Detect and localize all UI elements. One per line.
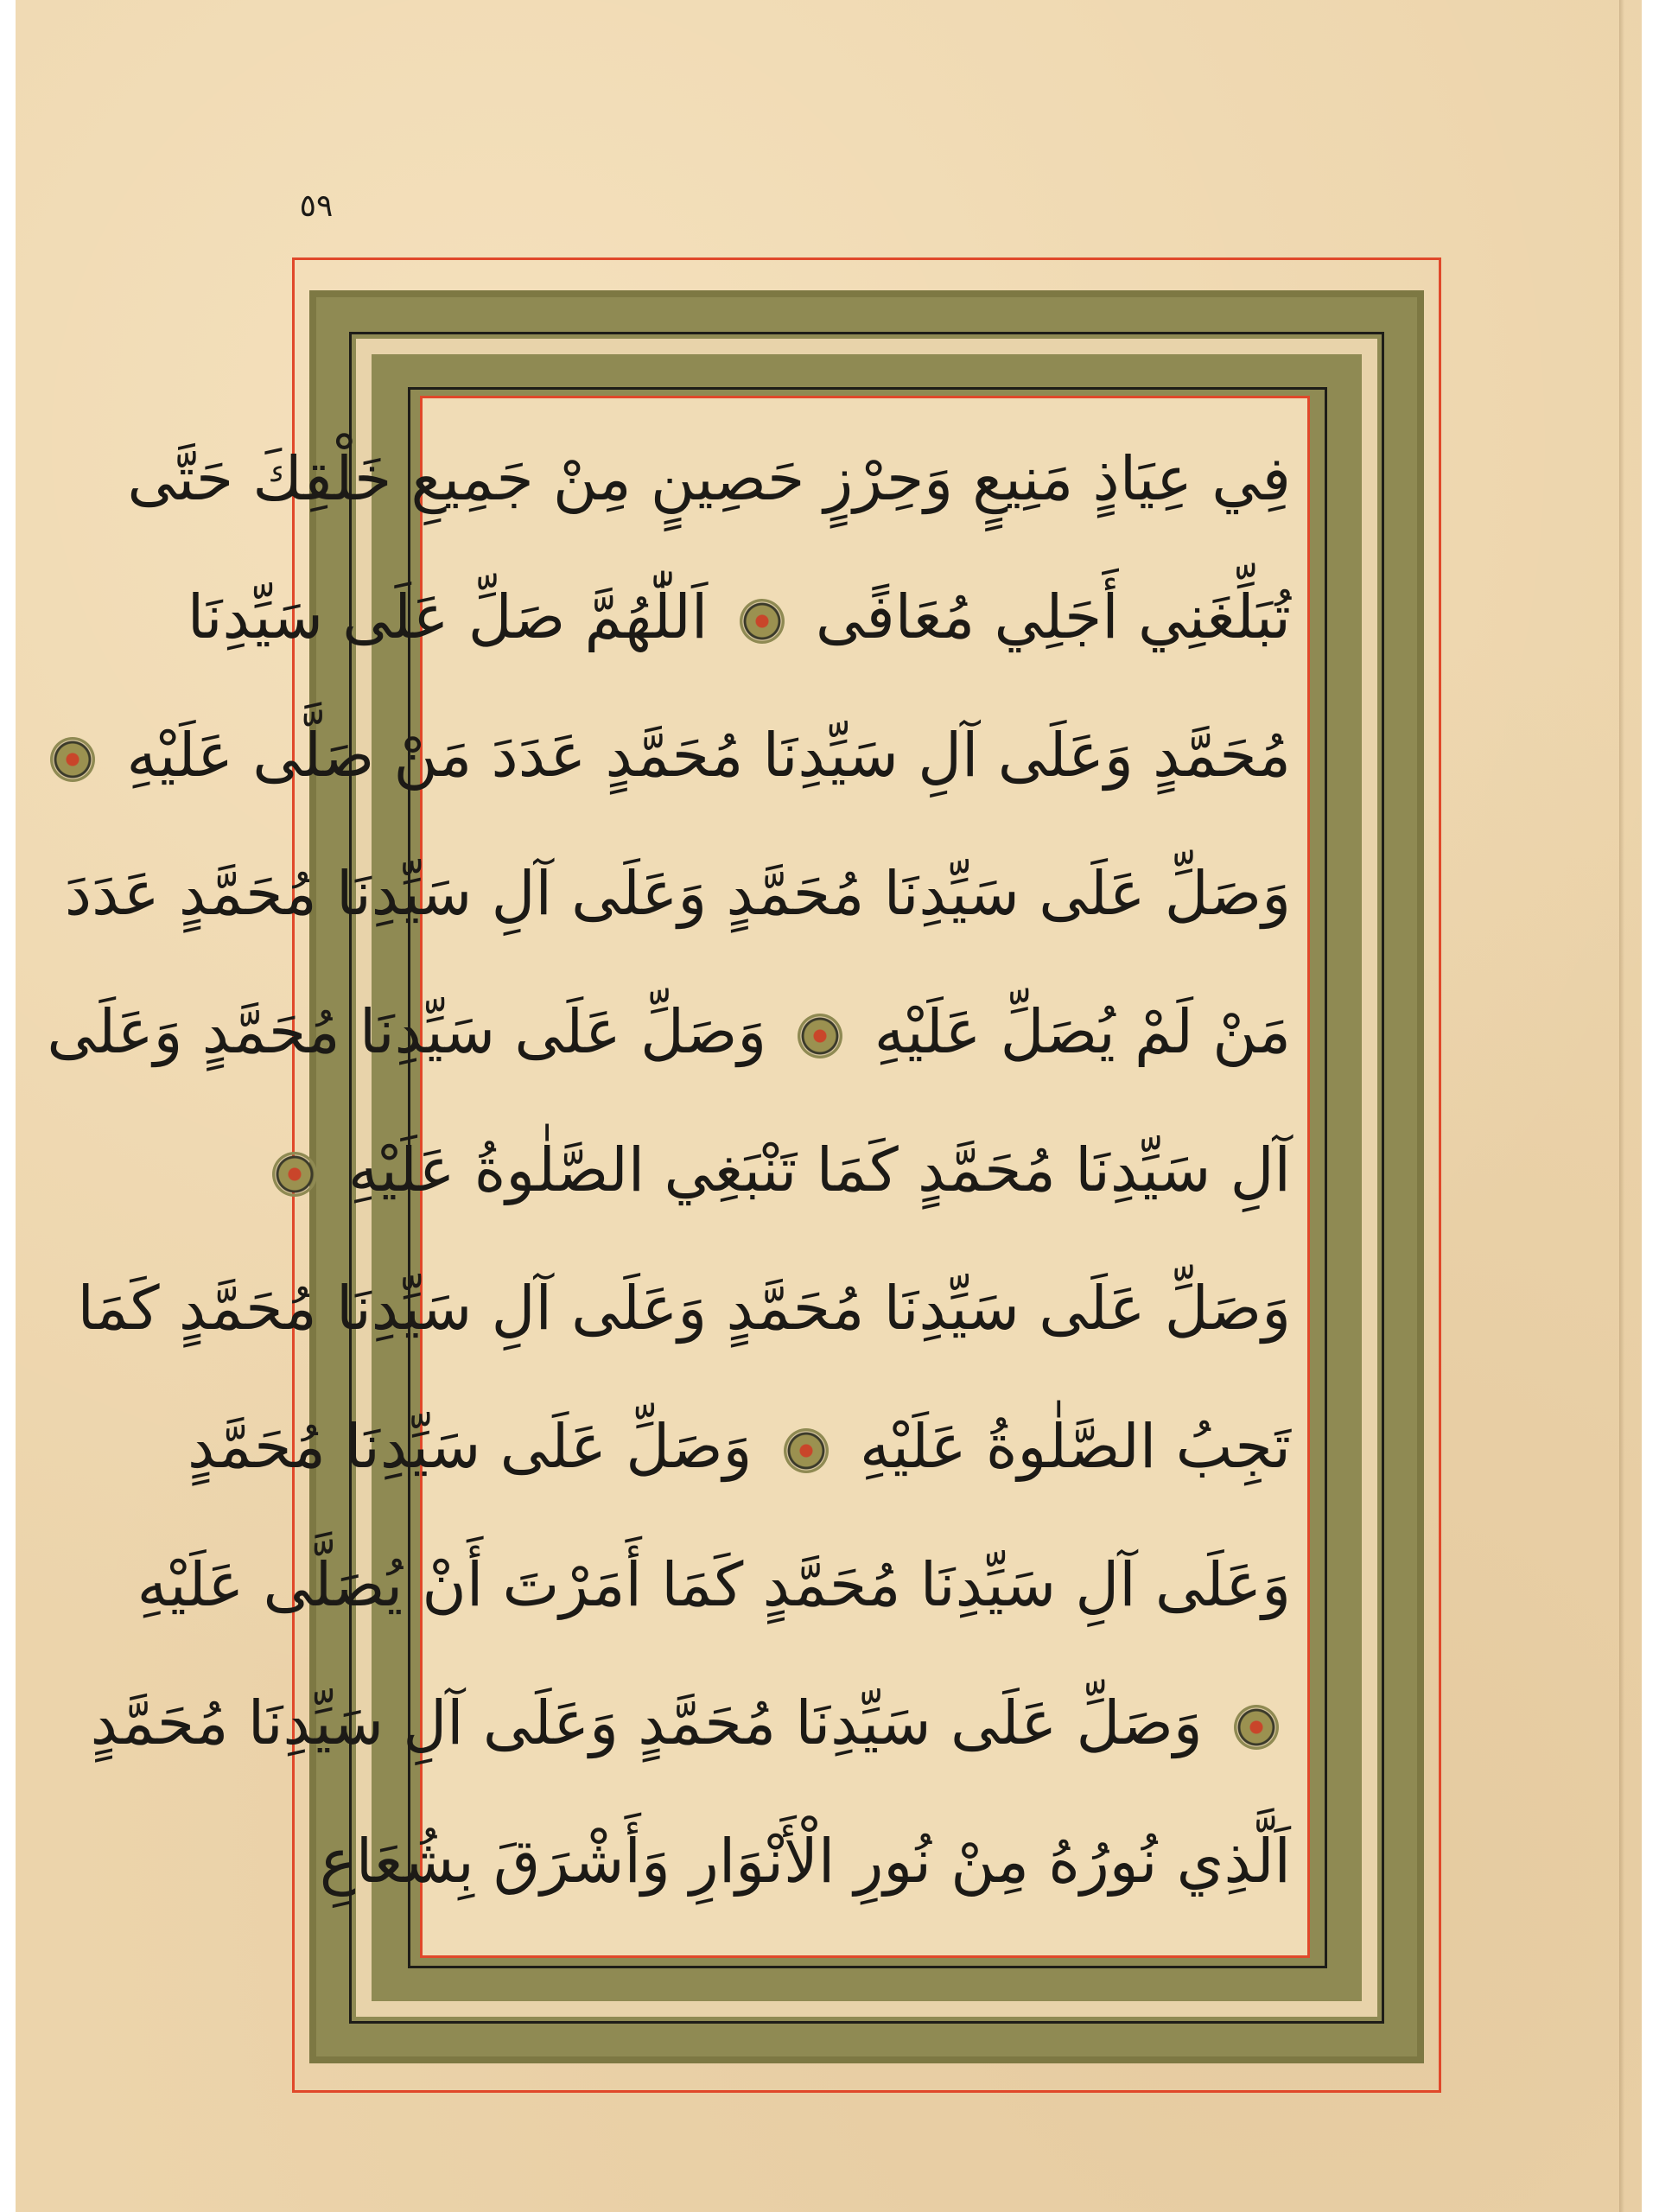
page-number: ٥٩ <box>299 188 334 224</box>
text-line-10 <box>90 1669 1291 1789</box>
text-line-4 <box>64 839 1291 960</box>
text-panel <box>47 396 1310 1958</box>
page-edge <box>1619 0 1624 2212</box>
text-line-7 <box>77 1254 1291 1375</box>
rosette-icon <box>798 1014 842 1058</box>
text-line-5 <box>47 977 1291 1098</box>
text-line-1-text: فِي عِيَاذٍ مَنِيعٍ وَحِرْزٍ حَصِينٍ مِنْ جَمِيعِ خَلْقِكَ حَتَّى <box>127 443 1291 514</box>
text-line-1 <box>127 424 1291 545</box>
text-line-6-text: آلِ سَيِّدِنَا مُحَمَّدٍ كَمَا تَنْبَغِي الصَّلٰوةُ عَلَيْهِ <box>347 1135 1291 1205</box>
text-line-7-text: وَصَلِّ عَلَى سَيِّدِنَا مُحَمَّدٍ وَعَلَى آلِ سَيِّدِنَا مُحَمَّدٍ كَمَا <box>77 1273 1291 1344</box>
rosette-icon <box>740 599 785 644</box>
text-block <box>47 424 1291 1928</box>
text-line-6 <box>347 1116 1291 1236</box>
rosette-icon <box>1234 1705 1279 1750</box>
rosette-icon <box>784 1428 829 1473</box>
text-line-3 <box>126 701 1291 822</box>
text-line-5b-text: وَصَلِّ عَلَى سَيِّدِنَا مُحَمَّدٍ وَعَلَى <box>47 996 767 1067</box>
rosette-icon <box>50 737 95 782</box>
text-line-11 <box>319 1807 1291 1928</box>
text-line-9 <box>137 1530 1291 1651</box>
text-line-9-text: وَعَلَى آلِ سَيِّدِنَا مُحَمَّدٍ كَمَا أَمَرْتَ أَنْ يُصَلَّى عَلَيْهِ <box>137 1549 1291 1620</box>
manuscript-page <box>16 0 1642 2212</box>
text-line-4-text: وَصَلِّ عَلَى سَيِّدِنَا مُحَمَّدٍ وَعَلَى آلِ سَيِّدِنَا مُحَمَّدٍ عَدَدَ <box>64 858 1291 929</box>
text-line-11-text: اَلَّذِي نُورُهُ مِنْ نُورِ الْأَنْوَارِ وَأَشْرَقَ بِشُعَاعِ <box>319 1826 1291 1897</box>
text-line-2a-text: تُبَلِّغَنِي أَجَلِي مُعَافًى <box>815 582 1291 652</box>
text-line-3-text: مُحَمَّدٍ وَعَلَى آلِ سَيِّدِنَا مُحَمَّدٍ عَدَدَ مَنْ صَلَّى عَلَيْهِ <box>126 720 1291 791</box>
text-line-8a-text: تَجِبُ الصَّلٰوةُ عَلَيْهِ <box>860 1411 1291 1482</box>
rosette-icon <box>272 1152 317 1197</box>
text-line-10-text: وَصَلِّ عَلَى سَيِّدِنَا مُحَمَّدٍ وَعَلَى آلِ سَيِّدِنَا مُحَمَّدٍ <box>90 1688 1203 1758</box>
text-line-2 <box>187 563 1291 683</box>
text-line-5a-text: مَنْ لَمْ يُصَلِّ عَلَيْهِ <box>874 996 1291 1067</box>
text-line-8 <box>187 1392 1291 1513</box>
text-line-8b-text: وَصَلِّ عَلَى سَيِّدِنَا مُحَمَّدٍ <box>187 1411 753 1482</box>
text-line-2b-text: اَللّٰهُمَّ صَلِّ عَلَى سَيِّدِنَا <box>187 582 709 652</box>
